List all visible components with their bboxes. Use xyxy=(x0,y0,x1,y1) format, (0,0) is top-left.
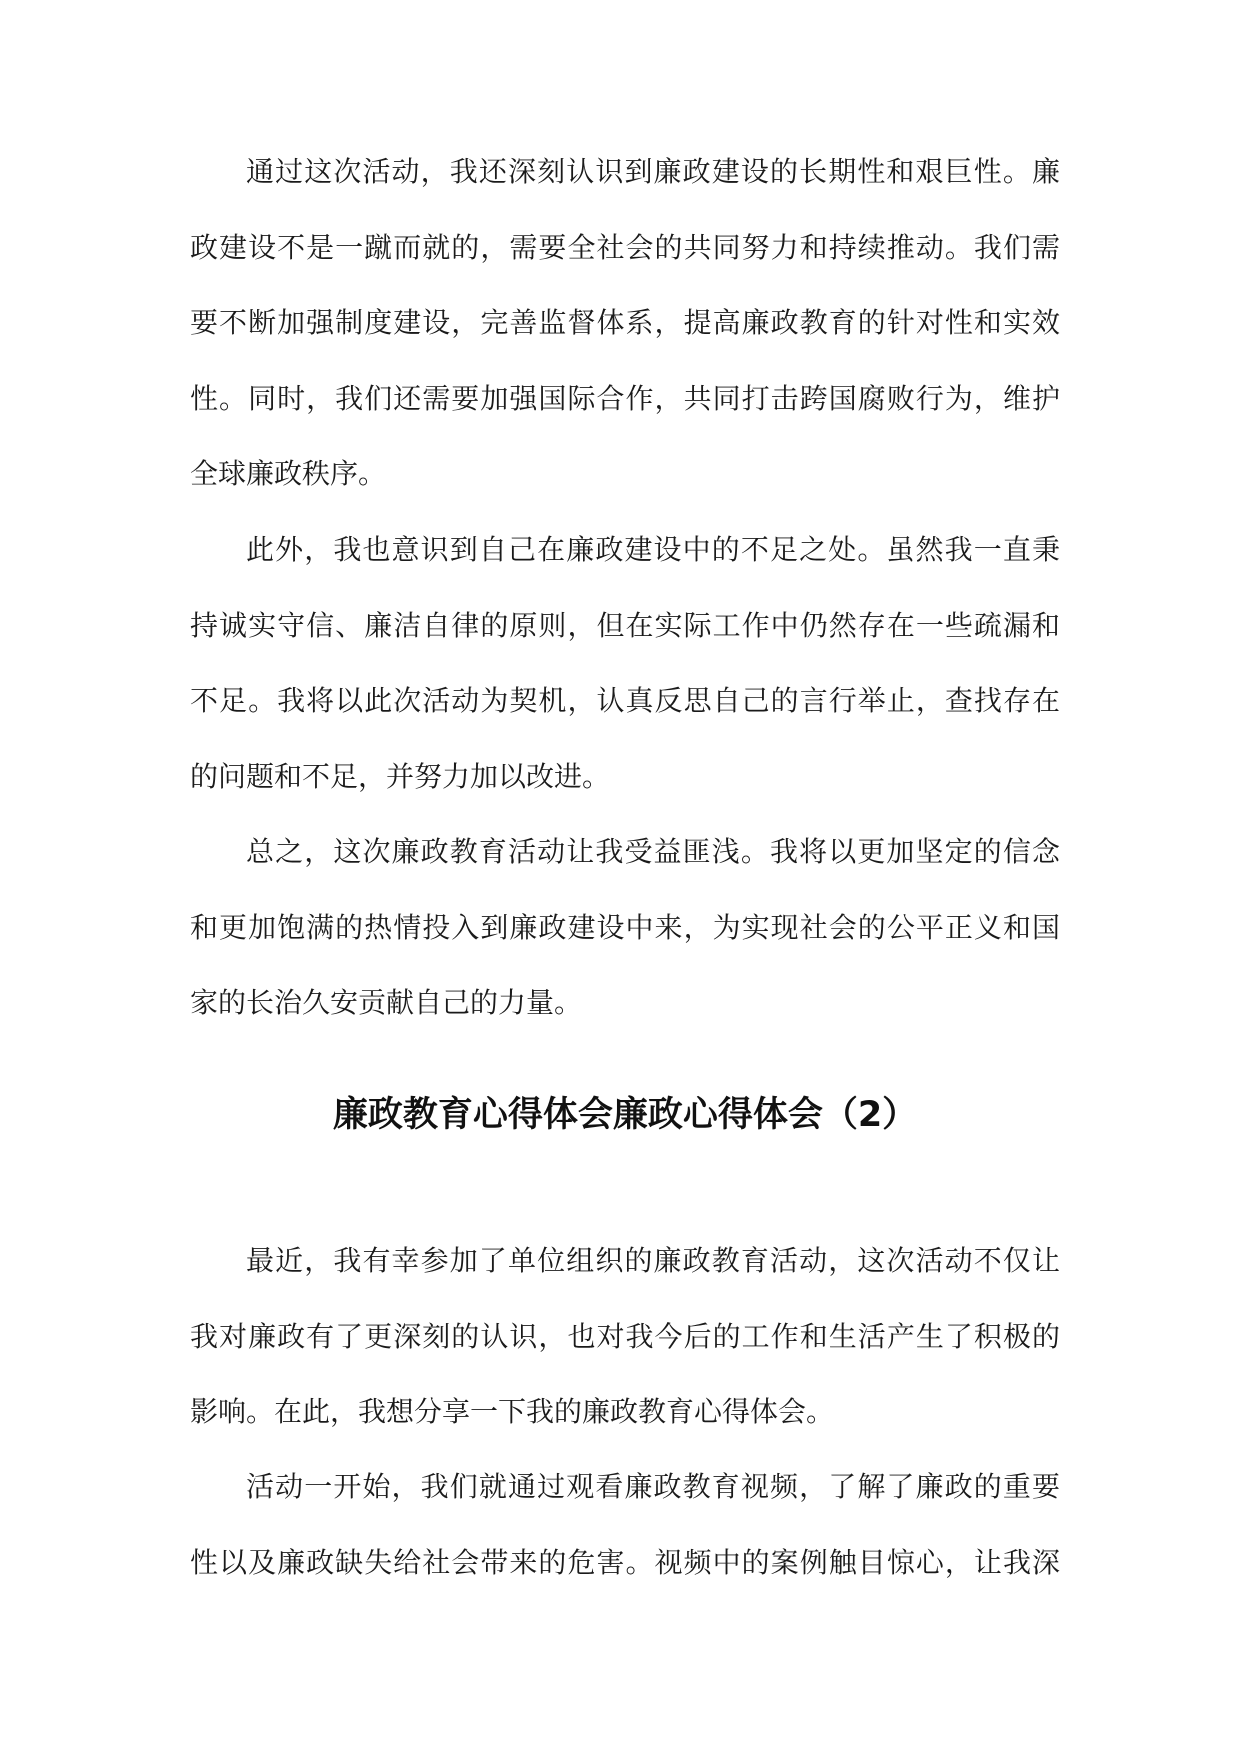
paragraph-activity-start xyxy=(190,1449,1060,1600)
text-line: 最近，我有幸参加了单位组织的廉政教育活动，这次活动不仅让 xyxy=(246,1244,1060,1277)
text-line: 我对廉政有了更深刻的认识，也对我今后的工作和生活产生了积极的 xyxy=(190,1319,1060,1353)
text-line: 政建设不是一蹴而就的，需要全社会的共同努力和持续推动。我们需 xyxy=(190,230,1060,264)
text-line: 总之，这次廉政教育活动让我受益匪浅。我将以更加坚定的信念 xyxy=(246,835,1060,868)
paragraph-shortcomings xyxy=(190,512,1060,814)
text-line: 和更加饱满的热情投入到廉政建设中来，为实现社会的公平正义和国 xyxy=(190,910,1060,944)
text-line: 性。同时，我们还需要加强国际合作，共同打击跨国腐败行为，维护 xyxy=(190,381,1060,415)
text-line: 性以及廉政缺失给社会带来的危害。视频中的案例触目惊心，让我深 xyxy=(190,1545,1060,1579)
text-line: 持诚实守信、廉洁自律的原则，但在实际工作中仍然存在一些疏漏和 xyxy=(190,608,1060,642)
section-heading: 廉政教育心得体会廉政心得体会（2） xyxy=(332,1095,918,1135)
text-line: 家的长治久安贡献自己的力量。 xyxy=(190,986,583,1019)
text-line: 活动一开始，我们就通过观看廉政教育视频，了解了廉政的重要 xyxy=(246,1470,1060,1503)
paragraph-long-term-nature xyxy=(190,134,1060,512)
text-line: 的问题和不足，并努力加以改进。 xyxy=(190,759,611,793)
text-line: 要不断加强制度建设，完善监督体系，提高廉政教育的针对性和实效 xyxy=(190,306,1060,339)
text-line: 全球廉政秩序。 xyxy=(190,457,387,490)
text-line: 影响。在此，我想分享一下我的廉政教育心得体会。 xyxy=(190,1395,835,1428)
text-line: 通过这次活动，我还深刻认识到廉政建设的长期性和艰巨性。廉 xyxy=(246,155,1060,188)
text-line: 此外，我也意识到自己在廉政建设中的不足之处。虽然我一直秉 xyxy=(246,533,1060,566)
paragraph-conclusion xyxy=(190,814,1060,1041)
text-line: 不足。我将以此次活动为契机，认真反思自己的言行举止，查找存在 xyxy=(190,684,1060,717)
paragraph-introduction xyxy=(190,1223,1060,1450)
